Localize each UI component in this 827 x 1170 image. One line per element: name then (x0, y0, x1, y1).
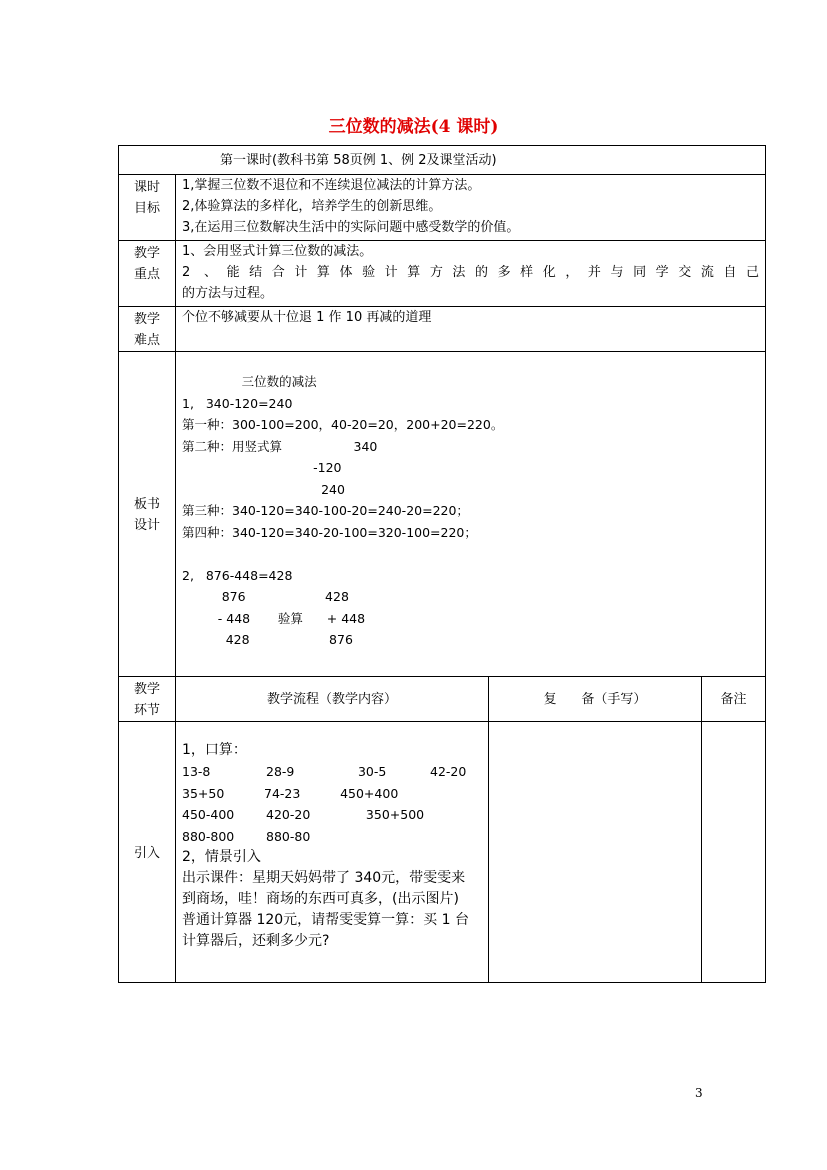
intro-line: 880-800 880-80 (182, 828, 311, 844)
intro-label: 引入 (119, 722, 176, 983)
notes-header: 备注 (702, 677, 766, 722)
board-line (182, 543, 765, 565)
page-number: 3 (695, 1086, 703, 1100)
intro-content (176, 722, 489, 983)
board-line: 240 (182, 481, 345, 497)
difficulty-content: 个位不够减要从十位退 1 作 10 再减的道理 (176, 307, 766, 352)
lesson-plan-table (118, 145, 766, 983)
review-cell[interactable] (489, 722, 702, 983)
board-label: 板书 设计 (119, 352, 176, 677)
lesson-header: 第一课时(教科书第 58页例 1、例 2及课堂活动) (119, 146, 766, 175)
board-content (176, 352, 766, 677)
board-line: 第三种：340-120=340-100-20=240-20=220； (182, 503, 469, 518)
intro-line: 35+50 74-23 450+400 (182, 785, 399, 801)
intro-line: 13-8 28-9 30-5 42-20 (182, 764, 467, 779)
board-line: 428 876 (182, 632, 353, 647)
board-line: 2, 876-448=428 (182, 567, 293, 583)
intro-line: 2，情景引入 (182, 849, 261, 865)
key-point-line: 1、会用竖式计算三位数的减法。 (182, 244, 373, 259)
board-line: 第二种：用竖式算 340 (182, 438, 378, 454)
board-line: -120 (182, 460, 342, 475)
intro-line: 出示课件：星期天妈妈带了 340元，带雯雯来 (182, 870, 466, 886)
key-point-line: 的方法与过程。 (182, 286, 274, 301)
key-points-label: 教学 重点 (119, 241, 176, 307)
intro-line: 普通计算器 120元，请帮雯雯算一算：买 1 台 (182, 912, 469, 928)
intro-line: 1，口算： (182, 742, 247, 758)
review-header: 复 备（手写） (489, 677, 702, 722)
key-point-line: 2 、能结合计算体验计算方法的多样化，并与同学交流自己 (182, 265, 759, 280)
key-points-content (176, 241, 766, 307)
notes-cell[interactable] (702, 722, 766, 983)
objectives-content (176, 175, 766, 241)
objective-line: 2,体验算法的多样化，培养学生的创新思维。 (182, 199, 442, 214)
flow-header: 教学流程（教学内容） (176, 677, 489, 722)
difficulty-label: 教学 难点 (119, 307, 176, 352)
stage-label: 教学 环节 (119, 677, 176, 722)
page-title: 三位数的减法(4 课时) (328, 117, 499, 137)
board-line: 第四种：340-120=340-20-100=320-100=220； (182, 524, 477, 540)
board-line: 1, 340-120=240 (182, 395, 293, 411)
objective-line: 3,在运用三位数解决生活中的实际问题中感受数学的价值。 (182, 220, 520, 235)
intro-line: 到商场，哇！商场的东西可真多，(出示图片) (182, 891, 459, 907)
intro-line: 450-400 420-20 350+500 (182, 807, 425, 822)
board-line: 三位数的减法 (182, 374, 317, 389)
board-line: - 448 验算 + 448 (182, 610, 366, 626)
board-line: 第一种：300-100=200，40-20=20，200+20=220。 (182, 417, 504, 432)
board-line: 876 428 (182, 589, 349, 604)
objectives-label: 课时 目标 (119, 175, 176, 241)
objective-line: 1,掌握三位数不退位和不连续退位减法的计算方法。 (182, 178, 481, 193)
intro-line: 计算器后，还剩多少元? (182, 933, 330, 949)
